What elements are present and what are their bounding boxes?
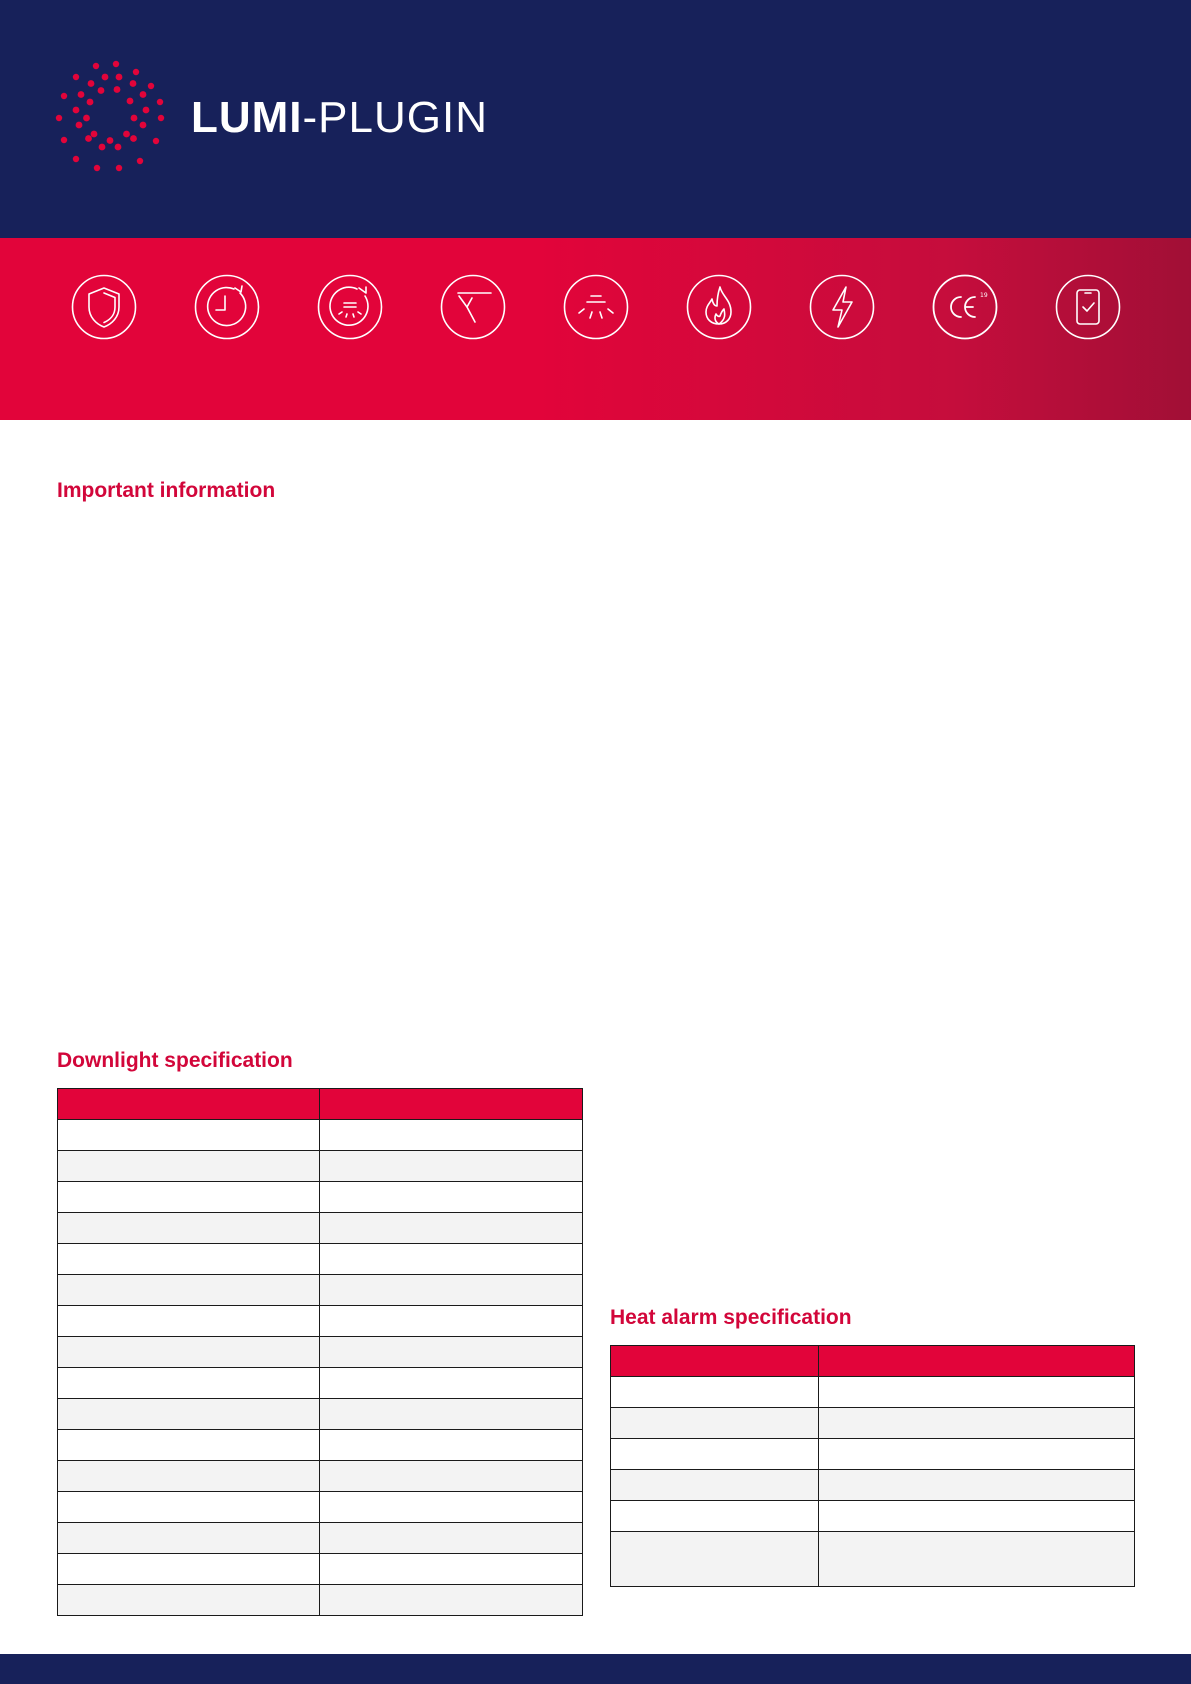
table-row [611,1377,1135,1408]
table-cell [58,1523,320,1554]
timer-icon [194,274,260,340]
table-cell [320,1585,583,1616]
table-row [58,1368,583,1399]
svg-text:19: 19 [980,292,988,299]
table-row [611,1501,1135,1532]
ceiling-mount-icon [440,274,506,340]
table-row [58,1585,583,1616]
table-row [58,1523,583,1554]
table-row [58,1120,583,1151]
table-cell [819,1501,1135,1532]
important-information-heading: Important information [57,479,276,502]
table-cell [320,1213,583,1244]
table-cell [320,1523,583,1554]
table-cell [611,1532,819,1587]
table-cell [58,1399,320,1430]
table-cell [58,1120,320,1151]
table-cell [611,1377,819,1408]
table-header-row [58,1089,583,1120]
table-cell [58,1554,320,1585]
light-beam-icon [563,274,629,340]
table-cell [320,1151,583,1182]
table-cell [58,1337,320,1368]
table-cell [611,1408,819,1439]
rotate-icon [317,274,383,340]
table-cell [320,1368,583,1399]
table-row [58,1492,583,1523]
table-row [58,1399,583,1430]
table-cell [320,1244,583,1275]
brand-name [191,90,488,146]
table-cell [320,1120,583,1151]
table-header-cell [819,1346,1135,1377]
table-cell [58,1461,320,1492]
table-cell [58,1492,320,1523]
feature-icon-band [0,238,1191,420]
page-footer [0,1654,1191,1684]
brand-logo-icon [54,60,170,176]
table-row [611,1470,1135,1501]
heat-alarm-spec-table [610,1345,1135,1587]
table-cell [320,1337,583,1368]
table-cell [58,1213,320,1244]
table-row [58,1182,583,1213]
table-cell [58,1430,320,1461]
page-header [0,0,1191,238]
table-cell [320,1430,583,1461]
downlight-spec-table [57,1088,583,1616]
table-cell [320,1182,583,1213]
shield-icon [71,274,137,340]
table-cell [58,1244,320,1275]
table-header-row [611,1346,1135,1377]
brand-name-bold: LUMI [191,93,303,142]
table-cell [320,1306,583,1337]
flame-icon [686,274,752,340]
downlight-specification-heading: Downlight specification [57,1049,293,1072]
table-cell [819,1408,1135,1439]
table-cell [58,1151,320,1182]
table-cell [58,1182,320,1213]
table-row [58,1151,583,1182]
table-cell [611,1501,819,1532]
table-cell [58,1275,320,1306]
table-cell [320,1554,583,1585]
table-cell [58,1306,320,1337]
table-cell [819,1470,1135,1501]
table-cell [58,1368,320,1399]
table-row [58,1554,583,1585]
ce-mark-icon [932,274,998,340]
table-row [58,1213,583,1244]
table-row [611,1408,1135,1439]
table-cell [819,1439,1135,1470]
table-cell [320,1275,583,1306]
table-row [58,1275,583,1306]
table-header-cell [58,1089,320,1120]
table-cell [320,1461,583,1492]
table-cell [819,1532,1135,1587]
brand-name-rest: -PLUGIN [302,93,489,142]
table-row [611,1532,1135,1587]
table-cell [611,1439,819,1470]
table-cell [611,1470,819,1501]
table-header-cell [611,1346,819,1377]
table-cell [320,1492,583,1523]
table-row [58,1337,583,1368]
lightning-icon [809,274,875,340]
table-cell [320,1399,583,1430]
table-cell [58,1585,320,1616]
table-row [611,1439,1135,1470]
table-row [58,1244,583,1275]
phone-check-icon [1055,274,1121,340]
table-row [58,1430,583,1461]
table-row [58,1306,583,1337]
table-cell [819,1377,1135,1408]
heat-alarm-specification-heading: Heat alarm specification [610,1306,852,1329]
table-header-cell [320,1089,583,1120]
table-row [58,1461,583,1492]
